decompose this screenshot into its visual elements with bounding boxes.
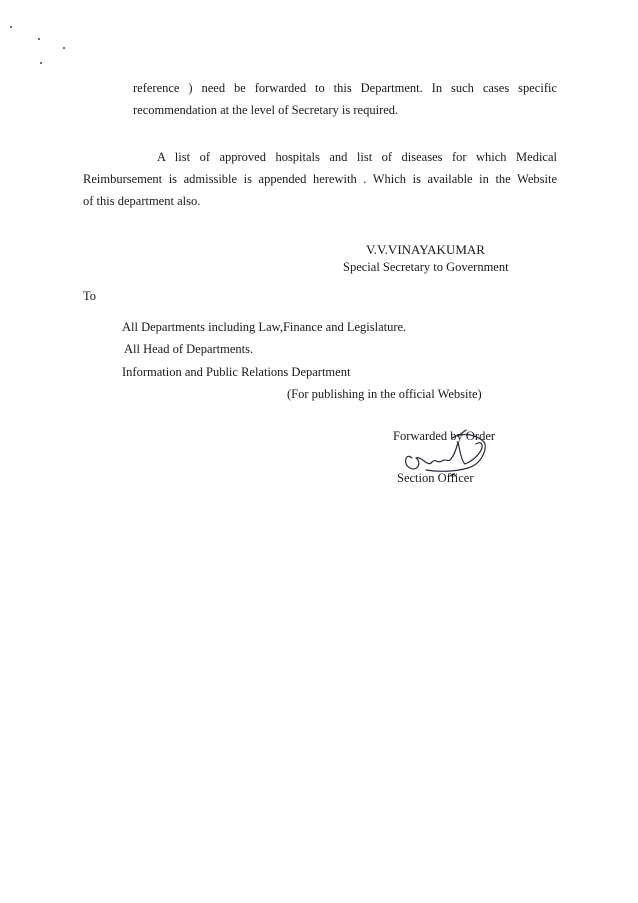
signatory-designation: Special Secretary to Government: [343, 260, 509, 274]
recipient-line: All Departments including Law,Finance and Legislature.: [122, 320, 407, 334]
scan-speck: [40, 62, 42, 64]
scan-speck: [63, 47, 65, 49]
scan-speck: [10, 26, 12, 28]
recipient-line: All Head of Departments.: [124, 342, 254, 356]
to-label: To: [83, 289, 97, 303]
forwarded-label: Forwarded by Order: [393, 429, 496, 443]
para2-line2: Reimbursement is admissible is appended herewith . Which is available in the Website: [83, 172, 557, 186]
para2-line3: of this department also.: [83, 194, 201, 208]
signatory-name: V.V.VINAYAKUMAR: [366, 242, 485, 257]
scan-speck: [38, 38, 40, 40]
para2-line1: A list of approved hospitals and list of diseases for which Medical: [157, 150, 557, 164]
recipient-line: Information and Public Relations Department: [122, 365, 351, 379]
para1-line2: recommendation at the level of Secretary is required.: [133, 103, 399, 117]
publishing-note: (For publishing in the official Website): [287, 387, 482, 401]
para1-line1: reference ) need be forwarded to this Department. In such cases specific: [133, 81, 557, 95]
section-officer-label: Section Officer: [397, 471, 474, 485]
